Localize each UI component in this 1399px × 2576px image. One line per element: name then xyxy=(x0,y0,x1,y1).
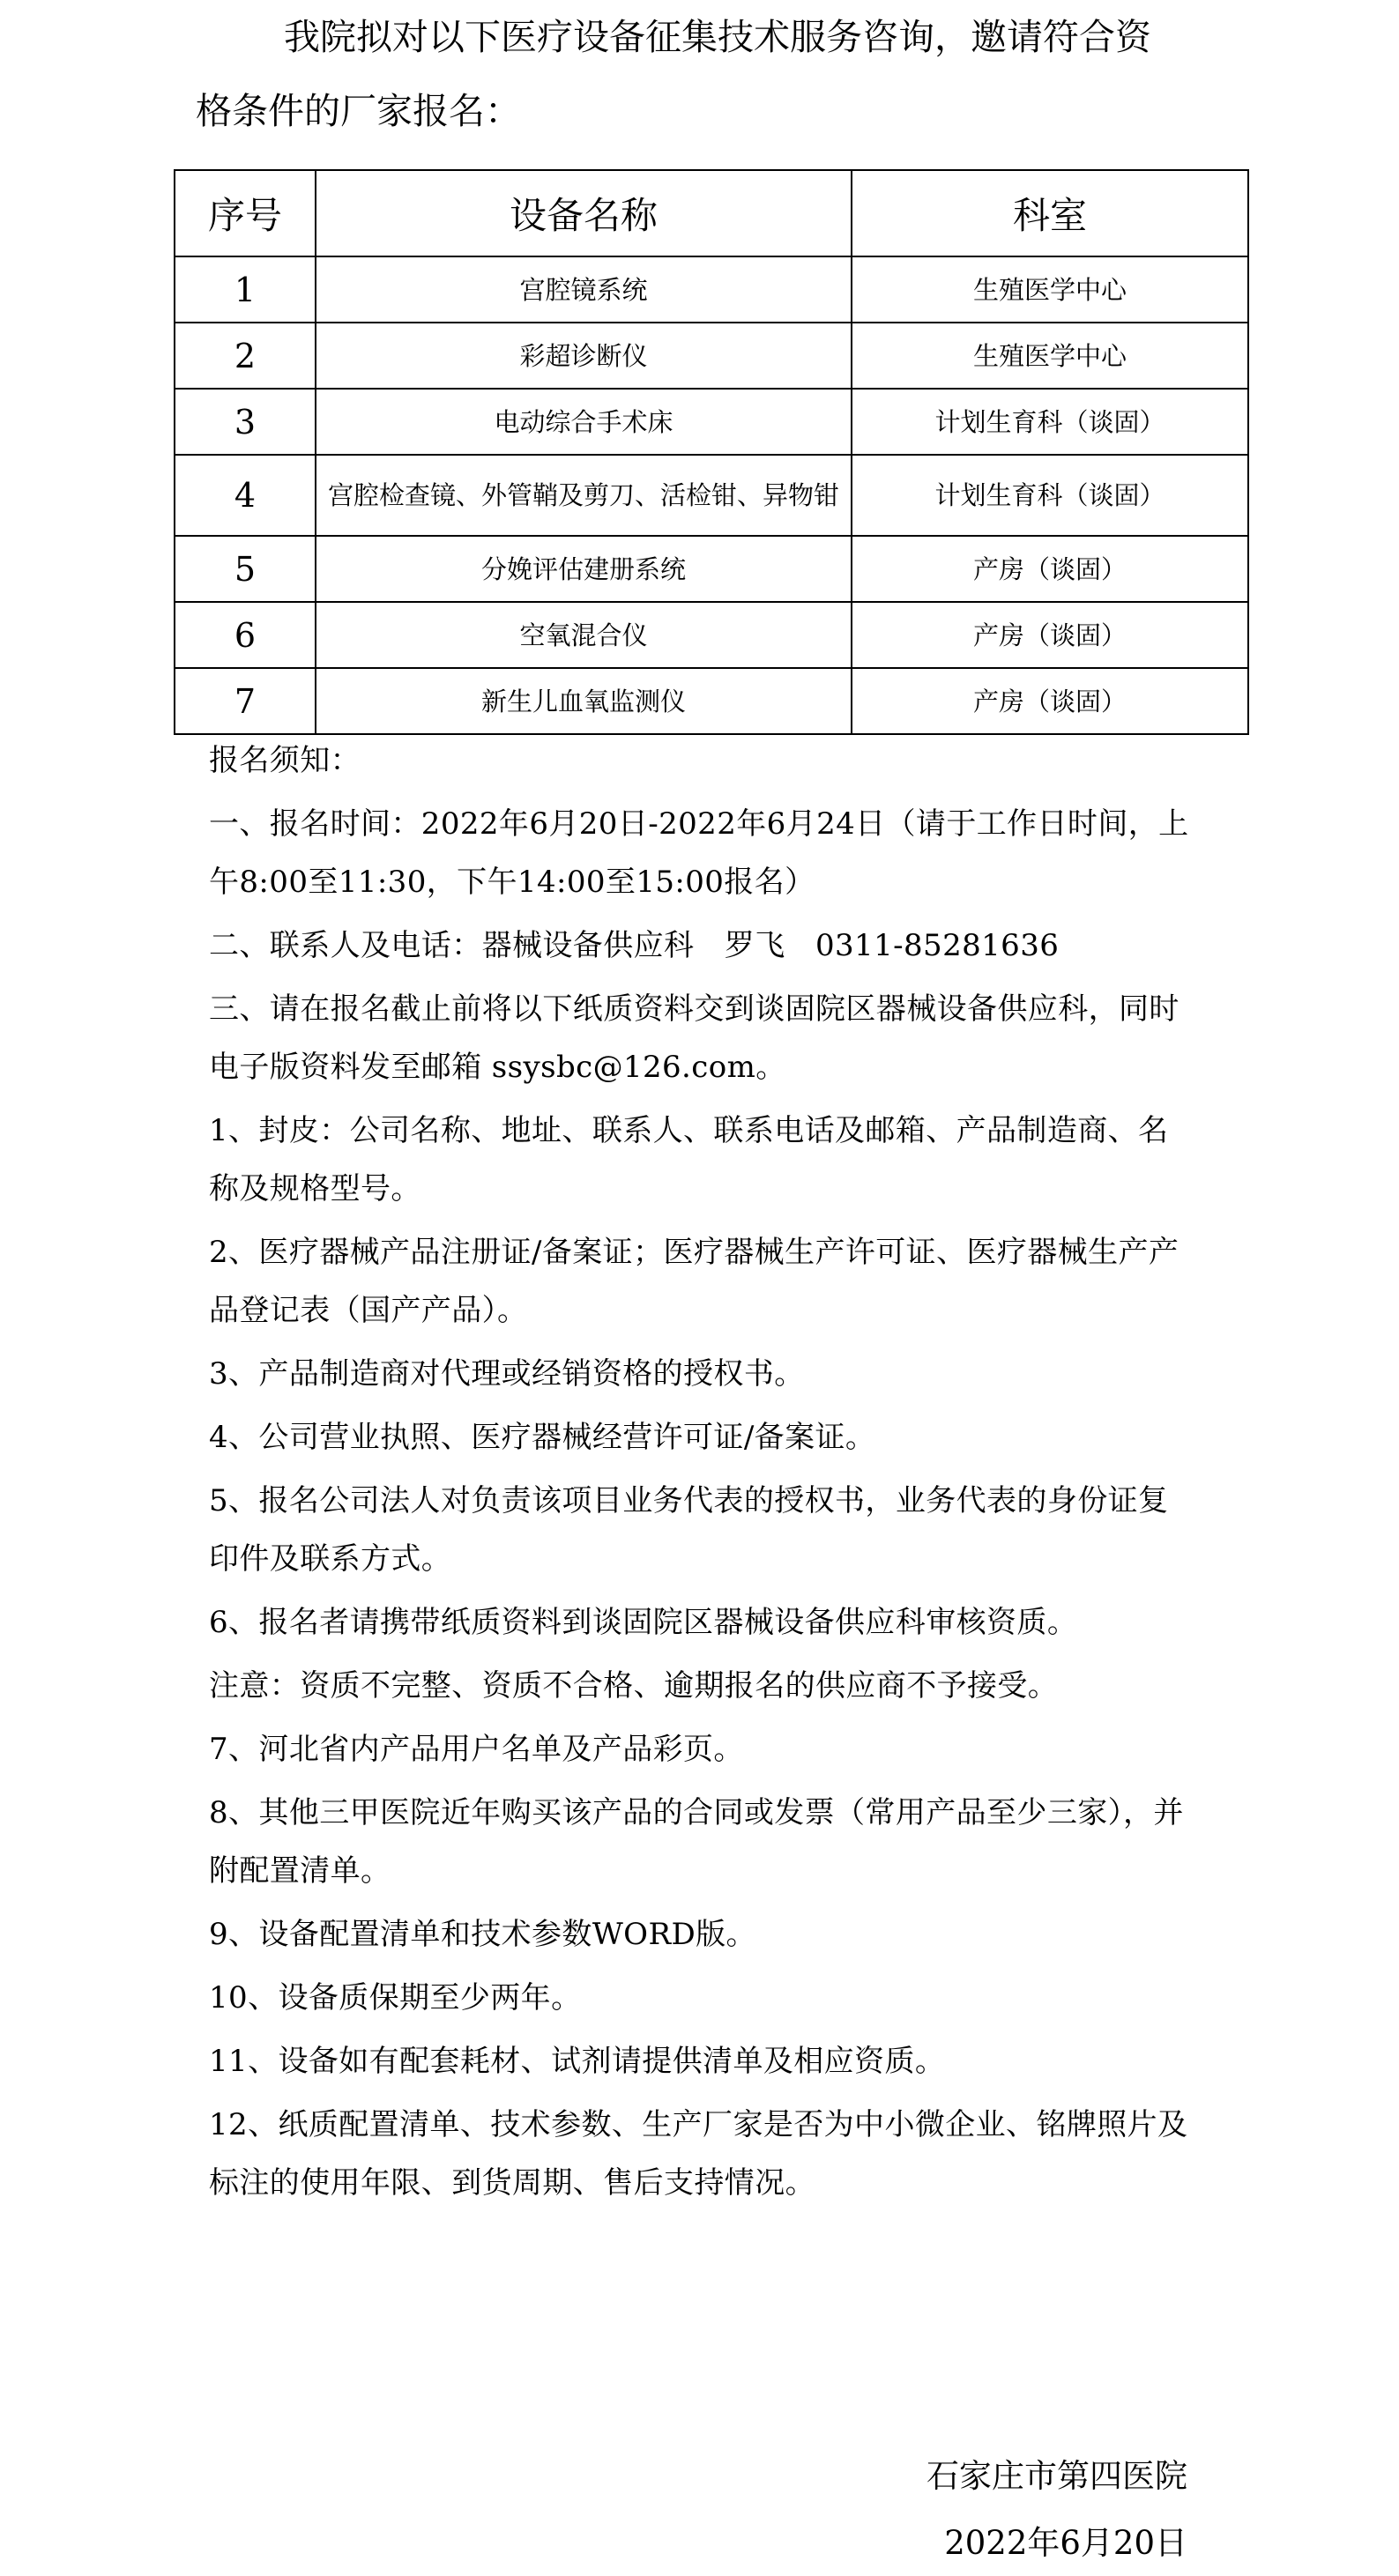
row-serial-no: 2 xyxy=(175,323,316,389)
table-row xyxy=(175,323,1248,389)
table-row xyxy=(175,389,1248,455)
intro-paragraph xyxy=(196,0,1192,148)
header-department: 科室 xyxy=(852,170,1248,256)
row-department: 计划生育科（谈固） xyxy=(852,455,1248,536)
table-row xyxy=(175,536,1248,602)
note-item-legal-authorization: 5、报名公司法人对负责该项目业务代表的授权书，业务代表的身份证复印件及联系方式。 xyxy=(209,1483,1169,1577)
signature-date: 2022年6月20日 xyxy=(944,2524,1187,2562)
row-equipment-name: 电动综合手术床 xyxy=(316,389,852,455)
note-item-cover: 1、封皮：公司名称、地址、联系人、联系电话及邮箱、产品制造商、名称及规格型号。 xyxy=(209,1113,1169,1206)
row-serial-no: 4 xyxy=(175,455,316,536)
note-item-warranty: 10、设备质保期至少两年。 xyxy=(209,1980,582,2016)
row-department: 产房（谈固） xyxy=(852,602,1248,668)
equipment-table xyxy=(174,169,1249,735)
notes-heading: 报名须知： xyxy=(209,743,361,778)
signature-org: 石家庄市第四医院 xyxy=(926,2457,1187,2495)
row-serial-no: 1 xyxy=(175,256,316,323)
header-serial-no: 序号 xyxy=(175,170,316,256)
row-department: 生殖医学中心 xyxy=(852,323,1248,389)
row-equipment-name: 空氧混合仪 xyxy=(316,602,852,668)
row-equipment-name: 宫腔镜系统 xyxy=(316,256,852,323)
table-row xyxy=(175,455,1248,536)
note-item-user-list: 7、河北省内产品用户名单及产品彩页。 xyxy=(209,1732,744,1767)
registration-notes xyxy=(209,745,1196,2231)
note-item-config-word: 9、设备配置清单和技术参数WORD版。 xyxy=(209,1917,756,1952)
row-equipment-name: 宫腔检查镜、外管鞘及剪刀、活检钳、异物钳 xyxy=(316,455,852,536)
row-department: 生殖医学中心 xyxy=(852,256,1248,323)
row-serial-no: 5 xyxy=(175,536,316,602)
note-item-paper-config: 12、纸质配置清单、技术参数、生产厂家是否为中小微企业、铭牌照片及标注的使用年限、到货周期、售后支持情况。 xyxy=(209,2107,1188,2201)
row-equipment-name: 分娩评估建册系统 xyxy=(316,536,852,602)
row-serial-no: 3 xyxy=(175,389,316,455)
note-item-contracts: 8、其他三甲医院近年购买该产品的合同或发票（常用产品至少三家），并附配置清单。 xyxy=(209,1795,1184,1889)
header-equipment-name: 设备名称 xyxy=(316,170,852,256)
intro-line-1: 我院拟对以下医疗设备征集技术服务咨询，邀请符合资 xyxy=(284,16,1151,58)
note-item-authorization: 3、产品制造商对代理或经销资格的授权书。 xyxy=(209,1356,805,1392)
note-item-registration-time: 一、报名时间：2022年6月20日-2022年6月24日（请于工作日时间，上午8:00至11:30，下午14:00至15:00报名） xyxy=(209,806,1189,900)
note-item-contact: 二、联系人及电话：器械设备供应科 罗飞 0311-85281636 xyxy=(209,928,1060,963)
row-serial-no: 6 xyxy=(175,602,316,668)
table-header-row xyxy=(175,170,1248,256)
note-item-certificates: 2、医疗器械产品注册证/备案证；医疗器械生产许可证、医疗器械生产产品登记表（国产产品）。 xyxy=(209,1235,1179,1328)
note-item-paper-review: 6、报名者请携带纸质资料到谈固院区器械设备供应科审核资质。 xyxy=(209,1605,1078,1640)
note-item-submission: 三、请在报名截止前将以下纸质资料交到谈固院区器械设备供应科，同时电子版资料发至邮箱 ssysbc@126.com。 xyxy=(209,991,1179,1085)
row-department: 产房（谈固） xyxy=(852,668,1248,734)
row-department: 计划生育科（谈固） xyxy=(852,389,1248,455)
row-equipment-name: 彩超诊断仪 xyxy=(316,323,852,389)
note-item-attention: 注意：资质不完整、资质不合格、逾期报名的供应商不予接受。 xyxy=(209,1668,1059,1704)
intro-line-2: 格条件的厂家报名： xyxy=(196,90,521,132)
row-serial-no: 7 xyxy=(175,668,316,734)
row-department: 产房（谈固） xyxy=(852,536,1248,602)
table-row xyxy=(175,256,1248,323)
note-item-business-license: 4、公司营业执照、医疗器械经营许可证/备案证。 xyxy=(209,1420,876,1455)
note-item-consumables: 11、设备如有配套耗材、试剂请提供清单及相应资质。 xyxy=(209,2044,946,2079)
table-row xyxy=(175,602,1248,668)
table-row xyxy=(175,668,1248,734)
row-equipment-name: 新生儿血氧监测仪 xyxy=(316,668,852,734)
